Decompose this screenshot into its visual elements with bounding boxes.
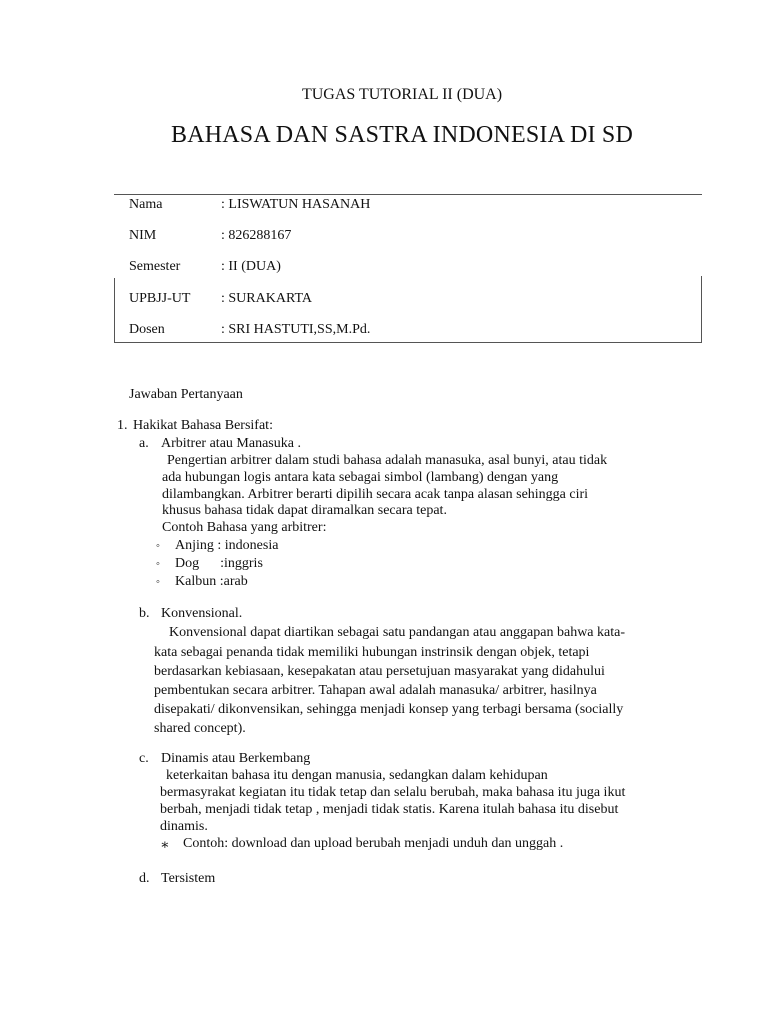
document-title: TUGAS TUTORIAL II (DUA) bbox=[301, 86, 503, 103]
identity-label-nama: Nama bbox=[129, 197, 163, 212]
item-c-line: dinamis. bbox=[160, 819, 208, 834]
section-heading: Jawaban Pertanyaan bbox=[129, 387, 243, 402]
item-b-line: Konvensional dapat diartikan sebagai satu pandangan atau anggapan bahwa kata- bbox=[169, 625, 625, 640]
identity-label-nim: NIM bbox=[129, 228, 157, 243]
item-a-line: khusus bahasa tidak dapat diramalkan secara tepat. bbox=[162, 503, 447, 518]
item-a-line: Contoh Bahasa yang arbitrer: bbox=[162, 520, 327, 535]
item-a-line: dilambangkan. Arbitrer berarti dipilih secara acak tanpa alasan sehingga ciri bbox=[162, 487, 589, 502]
identity-label-upbjj: UPBJJ-UT bbox=[129, 291, 191, 306]
bullet-icon: ◦ bbox=[156, 576, 160, 588]
item-b-line: disepakati/ dikonvensikan, sehingga menjadi konsep yang terbagi bersama (socially bbox=[154, 702, 624, 717]
q1-number: 1. bbox=[117, 418, 128, 433]
document-subtitle: BAHASA DAN SASTRA INDONESIA DI SD bbox=[171, 122, 633, 148]
item-a-marker: a. bbox=[139, 436, 149, 451]
identity-label-semester: Semester bbox=[129, 259, 181, 274]
item-d-title: Tersistem bbox=[161, 871, 216, 886]
identity-value-semester: : II (DUA) bbox=[221, 259, 281, 274]
item-b-line: pembentukan secara arbitrer. Tahapan awal adalah manasuka/ arbitrer, hasilnya bbox=[154, 683, 597, 698]
item-a-line: Pengertian arbitrer dalam studi bahasa adalah manasuka, asal bunyi, atau tidak bbox=[167, 453, 608, 468]
item-b-line: shared concept). bbox=[154, 721, 246, 736]
identity-left-rule bbox=[114, 278, 115, 343]
identity-bottom-rule bbox=[114, 342, 702, 343]
identity-value-nama: : LISWATUN HASANAH bbox=[221, 197, 371, 212]
item-c-line: keterkaitan bahasa itu dengan manusia, sedangkan dalam kehidupan bbox=[166, 768, 548, 783]
example-item: Kalbun :arab bbox=[175, 574, 248, 589]
identity-right-rule bbox=[701, 276, 702, 343]
item-a-line: ada hubungan logis antara kata sebagai simbol (lambang) dengan yang bbox=[162, 470, 559, 485]
item-b-marker: b. bbox=[139, 606, 150, 621]
item-b-line: kata sebagai penanda tidak memiliki hubungan instrinsik dengan objek, tetapi bbox=[154, 645, 590, 660]
identity-top-rule bbox=[114, 194, 702, 195]
item-d-marker: d. bbox=[139, 871, 150, 886]
item-a-title: Arbitrer atau Manasuka . bbox=[161, 436, 301, 451]
example-item: Dog :inggris bbox=[175, 556, 263, 571]
bullet-icon: ◦ bbox=[156, 540, 160, 552]
item-c-line: bermasyrakat kegiatan itu tidak tetap dan selalu berubah, maka bahasa itu juga ikut bbox=[160, 785, 626, 800]
item-c-marker: c. bbox=[139, 751, 149, 766]
item-b-line: berdasarkan kebiasaan, kesepakatan atau persetujuan masyarakat yang didahului bbox=[154, 664, 605, 679]
item-c-title: Dinamis atau Berkembang bbox=[161, 751, 311, 766]
item-b-title: Konvensional. bbox=[161, 606, 243, 621]
asterisk-icon: ∗ bbox=[160, 838, 170, 853]
bullet-icon: ◦ bbox=[156, 558, 160, 570]
identity-value-upbjj: : SURAKARTA bbox=[221, 291, 312, 306]
example-item: Anjing : indonesia bbox=[175, 538, 279, 553]
item-c-example: Contoh: download dan upload berubah menjadi unduh dan unggah . bbox=[183, 836, 564, 851]
item-c-line: berbah, menjadi tidak tetap , menjadi tidak statis. Karena itulah bahasa itu disebut bbox=[160, 802, 619, 817]
identity-value-dosen: : SRI HASTUTI,SS,M.Pd. bbox=[221, 322, 371, 337]
identity-value-nim: : 826288167 bbox=[221, 228, 292, 243]
q1-title: Hakikat Bahasa Bersifat: bbox=[133, 418, 273, 433]
identity-label-dosen: Dosen bbox=[129, 322, 165, 337]
